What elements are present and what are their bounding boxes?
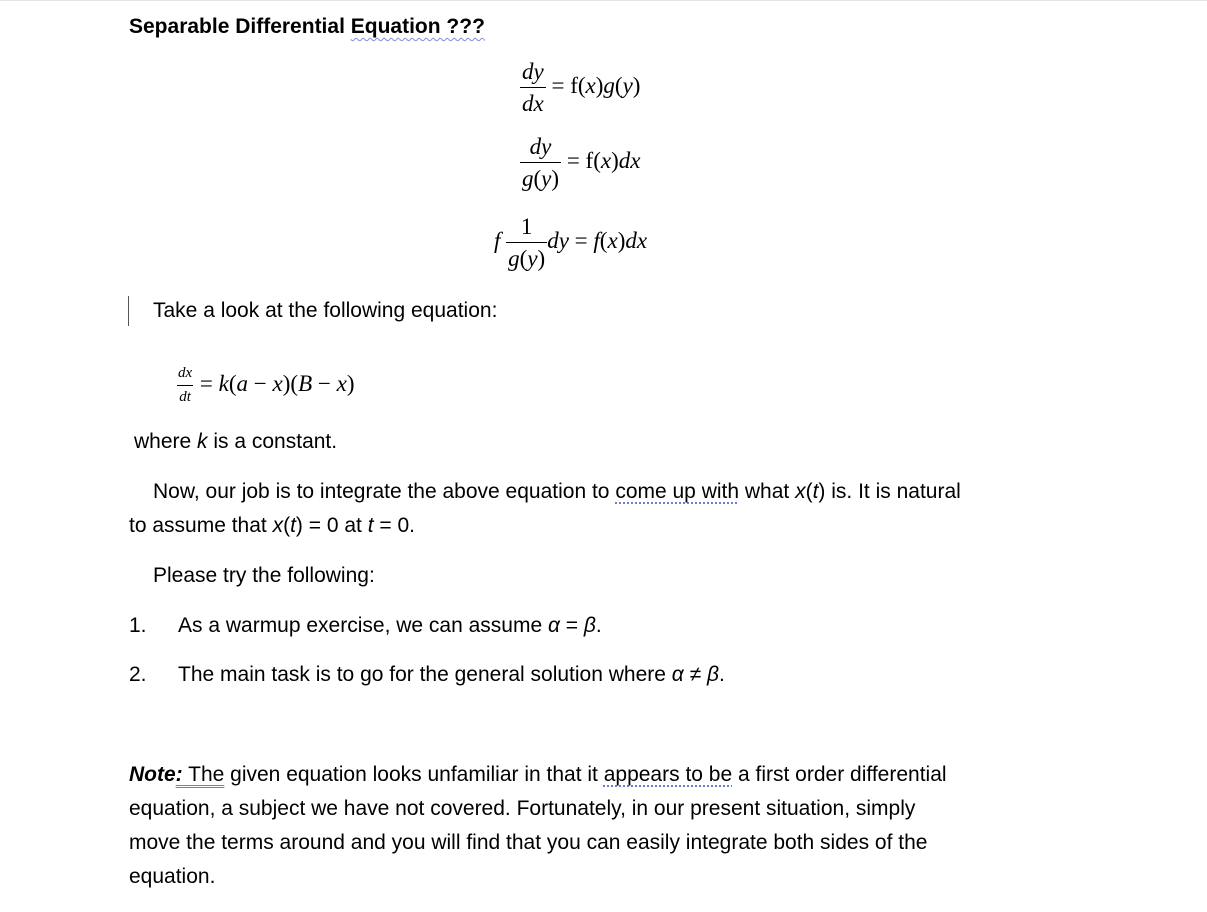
fraction-numerator: dy xyxy=(522,59,544,84)
equation-3 xyxy=(494,215,647,270)
list-number: 2. xyxy=(129,663,147,686)
equation-4 xyxy=(176,366,355,405)
page-title xyxy=(129,12,485,42)
title-text: Separable Differential xyxy=(129,15,351,38)
equation-rhs: = f(x)g(y) xyxy=(551,72,641,98)
list-number: 1. xyxy=(129,614,147,637)
fraction-denominator: dt xyxy=(177,385,193,405)
equation-rhs: = f(x)dx xyxy=(574,227,648,253)
fraction-numerator: 1 xyxy=(520,214,533,239)
fraction-numerator: dx xyxy=(178,365,193,381)
fraction-numerator: dy xyxy=(529,134,552,159)
grammar-underline: appears to be xyxy=(603,763,733,786)
equation-rhs: = k(a − x)(B − x) xyxy=(199,370,355,396)
paragraph-line-1: Now, our job is to integrate the above equation to come up with what x(t) is. It is natural xyxy=(153,480,961,503)
equation-rhs: = f(x)dx xyxy=(566,147,641,173)
integral-sign: f xyxy=(494,227,501,253)
grammar-underline: come up with xyxy=(615,480,740,503)
fraction-denominator: g(y) xyxy=(520,162,561,190)
equation-2 xyxy=(520,135,640,190)
top-border xyxy=(0,0,1207,1)
note-line-2: equation, a subject we have not covered. Fortunately, in our present situation, simply xyxy=(129,797,916,820)
title-underlined-text: Equation ??? xyxy=(350,15,485,38)
paragraph-line-2: to assume that x(t) = 0 at t = 0. xyxy=(129,514,416,537)
note-label: Note xyxy=(129,763,176,786)
differential-dy: dy xyxy=(547,227,569,253)
note-line-3: move the terms around and you will find that you can easily integrate both sides of the xyxy=(129,831,928,854)
where-constant-text: where k is a constant. xyxy=(134,430,338,453)
fraction-denominator: g(y) xyxy=(506,242,547,270)
fraction-dx-dt xyxy=(176,366,194,405)
list-item: 2. The main task is to go for the general solution where α ≠ β. xyxy=(129,658,929,692)
fraction-1-gy xyxy=(506,215,547,270)
fraction-dy-dx xyxy=(520,60,546,115)
fraction-denominator: dx xyxy=(520,87,546,115)
intro-text: Take a look at the following equation: xyxy=(153,299,498,322)
fraction-dy-gy xyxy=(520,135,561,190)
equation-1 xyxy=(520,60,640,115)
note-line-1: Note: The given equation looks unfamiliar in that it appears to be a first order differential xyxy=(129,763,947,786)
list-item: 1. As a warmup exercise, we can assume α = β. xyxy=(129,609,829,643)
note-line-4: equation. xyxy=(129,865,216,888)
please-text: Please try the following: xyxy=(153,564,375,587)
text-cursor-bar xyxy=(128,296,129,326)
